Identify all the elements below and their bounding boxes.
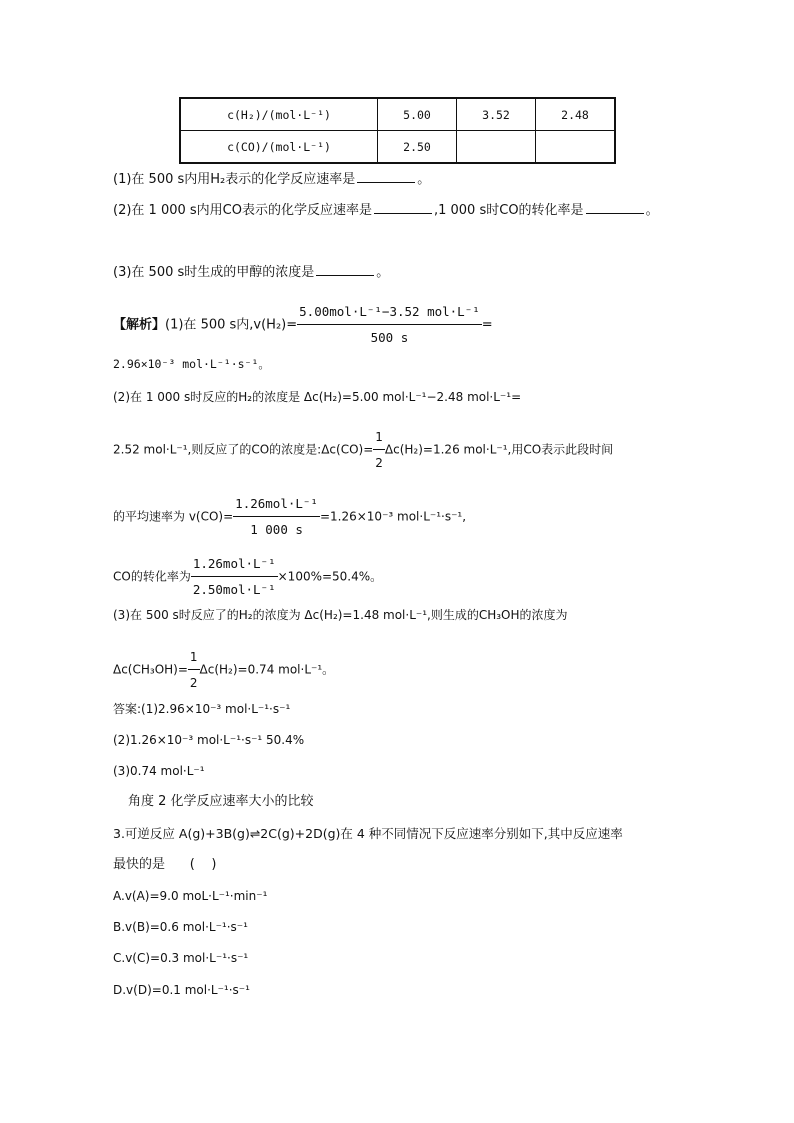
fraction: $\frac{\text{1.26mol·L⁻¹}}{1 000 s}$ [235,496,318,537]
table-cell [457,131,536,164]
option-c: C.v(C)=0.3 mol·L⁻¹·s⁻¹ [113,951,249,965]
answer-blank [316,263,374,276]
analysis-part2-line3: 的平均速率为 v(CO)= $\frac{\text{1.26mol·L⁻¹}}{1 000 s}$ =1.26×10⁻³ mol·L⁻¹·s⁻¹, [113,496,467,537]
analysis-part2-line1: (2)在 1 000 s时反应的H₂的浓度是 Δc(H₂)=5.00 mol·L⁻¹−2.48 mol·L⁻¹= [113,390,522,404]
analysis-part2-line4: CO的转化率为 $\frac{\text{1.26mol·L⁻¹}}{\text{2.50mol·L⁻¹}}$ ×100%=50.4%。 [113,556,383,597]
question-1: (1)在 500 s内用H₂表示的化学反应速率是 。 [113,172,431,187]
option-b: B.v(B)=0.6 mol·L⁻¹·s⁻¹ [113,920,248,934]
question-3: (3)在 500 s时生成的甲醇的浓度是 。 [113,265,390,280]
table-cell: 3.52 [457,98,536,131]
analysis-tag: 【解析】 [113,317,166,333]
answer-2: (2)1.26×10⁻³ mol·L⁻¹·s⁻¹ 50.4% [113,733,305,747]
answer-blank [586,201,644,214]
question-2: (2)在 1 000 s内用CO表示的化学反应速率是 ,1 000 s时CO的转化率是 。 [113,203,659,218]
answer-blank [374,201,432,214]
table-row [180,98,615,131]
table-cell: 2.48 [536,98,616,131]
analysis-part1: 【解析】(1)在 500 s内,v(H₂)= $\frac{\text{5.00mol·L⁻¹−3.52 mol·L⁻¹}}{500 s}$ = [113,304,493,345]
fraction: $\frac{\text{1.26mol·L⁻¹}}{\text{2.50mol·L⁻¹}}$ [192,556,276,597]
table-cell [536,131,616,164]
table-row-label: c(H₂)/(mol·L⁻¹) [180,98,378,131]
analysis-part3-line2: Δc(CH₃OH)= $\frac{1}{2}$ Δc(H₂)=0.74 mol·L⁻¹。 [113,650,335,690]
analysis-result-1: 2.96×10⁻³ mol·L⁻¹·s⁻¹。 [113,357,270,371]
table-cell: 5.00 [378,98,457,131]
option-d: D.v(D)=0.1 mol·L⁻¹·s⁻¹ [113,983,250,997]
section-heading: 角度 2 化学反应速率大小的比较 [128,794,314,809]
question-3-stem-line2: 最快的是 ( ) [113,857,217,872]
option-a: A.v(A)=9.0 moL·L⁻¹·min⁻¹ [113,889,268,903]
question-3-stem-line1: 3.可逆反应 A(g)+3B(g)⇌2C(g)+2D(g)在 4 种不同情况下反应速率分别如下,其中反应速率 [113,826,623,841]
concentration-table [179,97,616,164]
table-cell: 2.50 [378,131,457,164]
answer-3: (3)0.74 mol·L⁻¹ [113,764,205,778]
answer-1: 答案:(1)2.96×10⁻³ mol·L⁻¹·s⁻¹ [113,702,291,716]
analysis-part2-line2: 2.52 mol·L⁻¹,则反应了的CO的浓度是:Δc(CO)= $\frac{1}{2}$ Δc(H₂)=1.26 mol·L⁻¹,用CO表示此段时间 [113,430,614,470]
table-row [180,131,615,164]
answer-blank [357,170,415,183]
fraction-half: $\frac{1}{2}$ [375,430,383,470]
analysis-part3-line1: (3)在 500 s时反应了的H₂的浓度为 Δc(H₂)=1.48 mol·L⁻¹,则生成的CH₃OH的浓度为 [113,608,568,622]
fraction-half: $\frac{1}{2}$ [189,650,198,690]
fraction: $\frac{\text{5.00mol·L⁻¹−3.52 mol·L⁻¹}}{500 s}$ [299,304,480,345]
table-row-label: c(CO)/(mol·L⁻¹) [180,131,378,164]
